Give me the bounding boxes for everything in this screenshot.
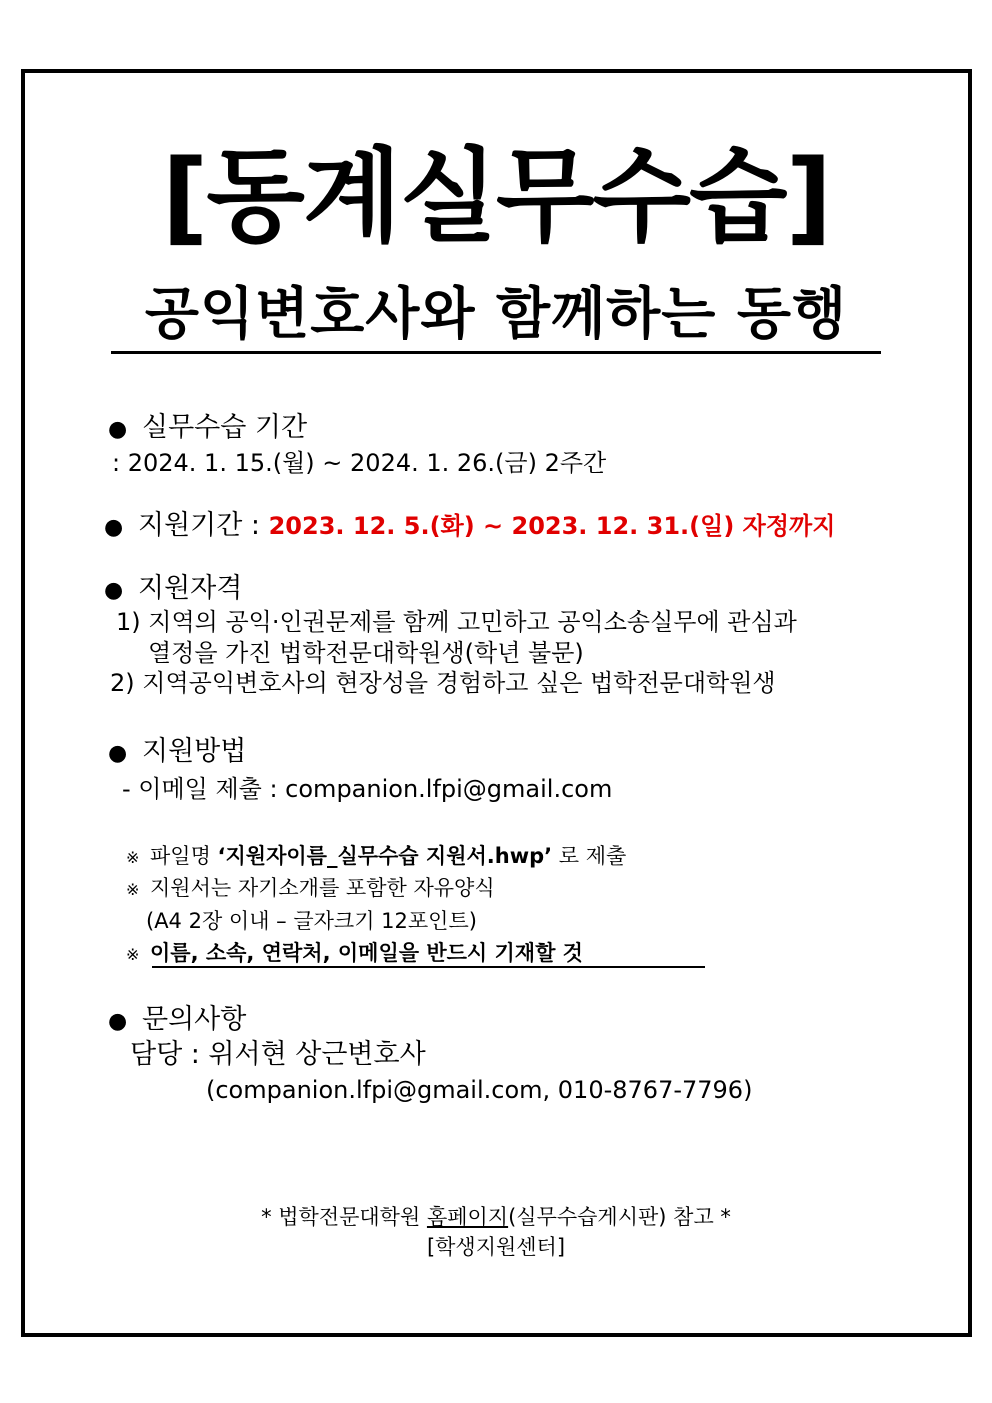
item-text: 지역공익변호사의 현장성을 경험하고 싶은 법학전문대학원생 xyxy=(142,669,776,697)
required-underline xyxy=(152,966,705,968)
item-number: 1) xyxy=(116,608,141,636)
note-file-prefix: 파일명 xyxy=(150,844,211,868)
contact-person: 담당 : 위서현 상근변호사 xyxy=(130,1039,426,1070)
qualification-item xyxy=(116,606,797,638)
period-heading: 실무수습 기간 xyxy=(142,412,308,443)
bullet-icon: ● xyxy=(108,1009,128,1034)
page-title: [동계실무수습] xyxy=(161,138,831,257)
qualification-item xyxy=(110,667,776,699)
note-file-name-value: ‘지원자이름_실무수습 지원서.hwp’ xyxy=(217,844,553,868)
footer-note xyxy=(0,1203,992,1231)
note-required-text: 이름, 소속, 연락처, 이메일을 반드시 기재할 것 xyxy=(150,941,583,965)
page-subtitle: 공익변호사와 함께하는 동행 xyxy=(144,282,848,347)
note-form-text: 지원서는 자기소개를 포함한 자유양식 xyxy=(150,876,495,900)
section-apply-period xyxy=(104,509,835,545)
section-qualification xyxy=(104,572,242,608)
method-heading: 지원방법 xyxy=(142,736,247,767)
note-form xyxy=(126,873,495,905)
contact-heading: 문의사항 xyxy=(142,1004,247,1035)
section-method xyxy=(108,735,246,771)
bullet-icon: ● xyxy=(108,417,128,442)
note-file-name xyxy=(126,841,626,873)
period-value: : 2024. 1. 15.(월) ~ 2024. 1. 26.(금) 2주간 xyxy=(112,449,607,477)
reference-mark-icon: ※ xyxy=(126,848,140,867)
note-file-suffix: 로 제출 xyxy=(558,844,627,868)
qualification-item-continued: 열정을 가진 법학전문대학원생(학년 불문) xyxy=(148,639,584,667)
footer-org: [학생지원센터] xyxy=(426,1235,566,1259)
email-submission: - 이메일 제출 : companion.lfpi@gmail.com xyxy=(122,775,613,803)
item-number: 2) xyxy=(110,669,135,697)
reference-mark-icon: ※ xyxy=(126,945,140,964)
bullet-icon: ● xyxy=(108,741,128,766)
homepage-link[interactable]: 홈페이지 xyxy=(426,1205,509,1229)
footer-suffix: (실무수습게시판) 참고 * xyxy=(508,1205,731,1229)
contact-details: (companion.lfpi@gmail.com, 010-8767-7796) xyxy=(206,1076,753,1104)
section-contact xyxy=(108,1003,246,1039)
bullet-icon: ● xyxy=(104,515,124,540)
reference-mark-icon: ※ xyxy=(126,880,140,899)
page-border xyxy=(21,69,972,1337)
apply-period-value: 2023. 12. 5.(화) ~ 2023. 12. 31.(일) 자정까지 xyxy=(268,512,836,540)
qualification-heading: 지원자격 xyxy=(138,573,243,604)
apply-period-heading: 지원기간 : xyxy=(138,510,261,541)
note-form-detail: (A4 2장 이내 – 글자크기 12포인트) xyxy=(146,909,477,933)
subtitle-underline xyxy=(111,351,881,354)
footer-prefix: * 법학전문대학원 xyxy=(261,1205,427,1229)
bullet-icon: ● xyxy=(104,578,124,603)
section-period xyxy=(108,411,307,447)
item-text: 지역의 공익·인권문제를 함께 고민하고 공익소송실무에 관심과 xyxy=(148,608,797,636)
